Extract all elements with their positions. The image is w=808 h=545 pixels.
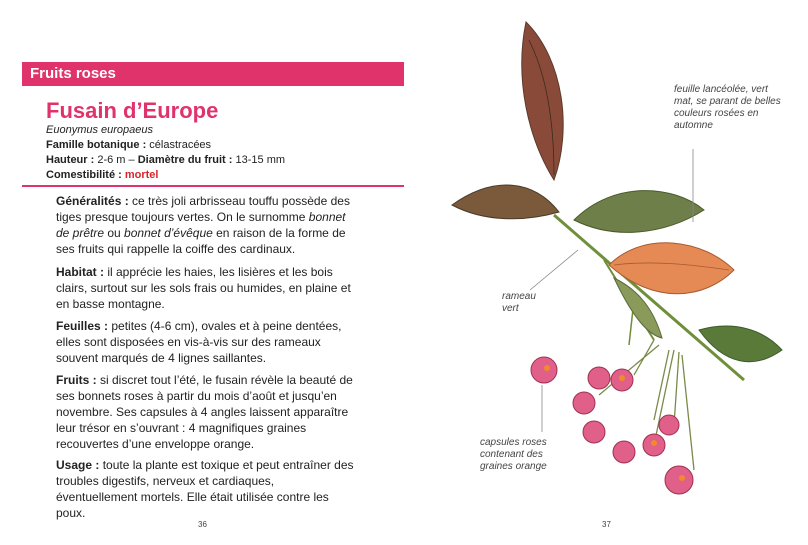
paragraph-label: Feuilles : [56,319,109,333]
paragraph-text: ou [104,226,125,240]
diameter-label: Diamètre du fruit : [137,154,233,166]
size-line: Hauteur : 2-6 m – Diamètre du fruit : 13-15 mm [46,154,286,166]
capsule [588,367,610,389]
paragraph-label: Habitat : [56,265,104,279]
annotation-branch: rameau vert [502,291,536,314]
height-label: Hauteur : [46,154,95,166]
paragraph-italic: bonnet de prêtre [56,210,346,240]
annotation-leaf: feuille lancéolée, vert mat, se parant de belles couleurs rosées en automne [674,84,781,131]
paragraph-label: Fruits : [56,373,97,387]
page-number-left: 36 [198,520,207,529]
section-title: Fruits roses [30,65,116,82]
paragraph-italic: bonnet d’évêque [124,226,213,240]
seed [651,440,657,446]
leaf-top [522,22,563,180]
paragraph-feuilles [56,318,356,366]
family-label: Famille botanique : [46,139,147,151]
capsule [613,441,635,463]
leaf-bottom-right [699,326,782,362]
paragraph-text: toute la plante est toxique et peut entraîner des troubles digestifs, nerveux et cardiaques, éventuellement mortels. Elle était utilisée contre les poux. [56,458,354,520]
annotation-capsules: capsules roses contenant des graines orange [480,437,547,472]
paragraph-generalites [56,193,356,257]
page-number-right: 37 [602,520,611,529]
diameter-value: 13-15 mm [235,154,286,166]
header-rule [22,185,404,187]
leader-line-branch [530,250,578,290]
family-line [46,139,211,151]
paragraph-label: Généralités : [56,194,129,208]
section-banner [22,62,404,86]
edibility-label: Comestibilité : [46,169,122,181]
paragraph-text: petites (4-6 cm), ovales et à peine dentées, elles sont disposées en vis-à-vis sur des rameaux souvent marqués de 4 lignes saillantes. [56,319,342,365]
seed [619,375,625,381]
paragraph-text: il apprécie les haies, les lisières et les bois clairs, surtout sur les sols frais ou humides, en plaine et en basse montagne. [56,265,351,311]
capsule [531,357,557,383]
paragraph-text: si discret tout l’été, le fusain révèle la beauté de ses bonnets roses à partir du mois d’août et jusqu’en novembre. Ses capsules à 4 angles laissent apparaître leur trésor en s’ouvrant : 4 magnifiques graines recouvertes d’une enveloppe orange. [56,373,353,451]
seed [544,365,550,371]
leaf-left [452,185,559,219]
edibility-line [46,169,158,181]
latin-name: Euonymus europaeus [46,124,154,136]
edibility-value: mortel [124,169,159,181]
capsule [659,415,679,435]
branch [554,215,744,380]
family-value: célastracées [149,139,212,151]
fruit-stalk [674,352,679,425]
paragraph-usage [56,457,356,521]
paragraph-text: en raison de la forme de ses fruits qui rappelle la coiffe des cardinaux. [56,226,346,256]
seed [679,475,685,481]
paragraph-fruits [56,372,356,452]
paragraph-label: Usage : [56,458,100,472]
page-title: Fusain d’Europe [46,98,219,123]
height-value: 2-6 m [97,154,126,166]
paragraph-text: ce très joli arbrisseau touffu possède des tiges presque toujours vertes. On le surnomme [56,194,350,224]
fruit-stalk [682,355,694,470]
leaf-green [574,191,704,233]
capsule [665,466,693,494]
capsule [573,392,595,414]
capsule [583,421,605,443]
spindle-tree-illustration [404,0,808,545]
right-page [404,0,808,545]
paragraph-habitat [56,264,356,312]
